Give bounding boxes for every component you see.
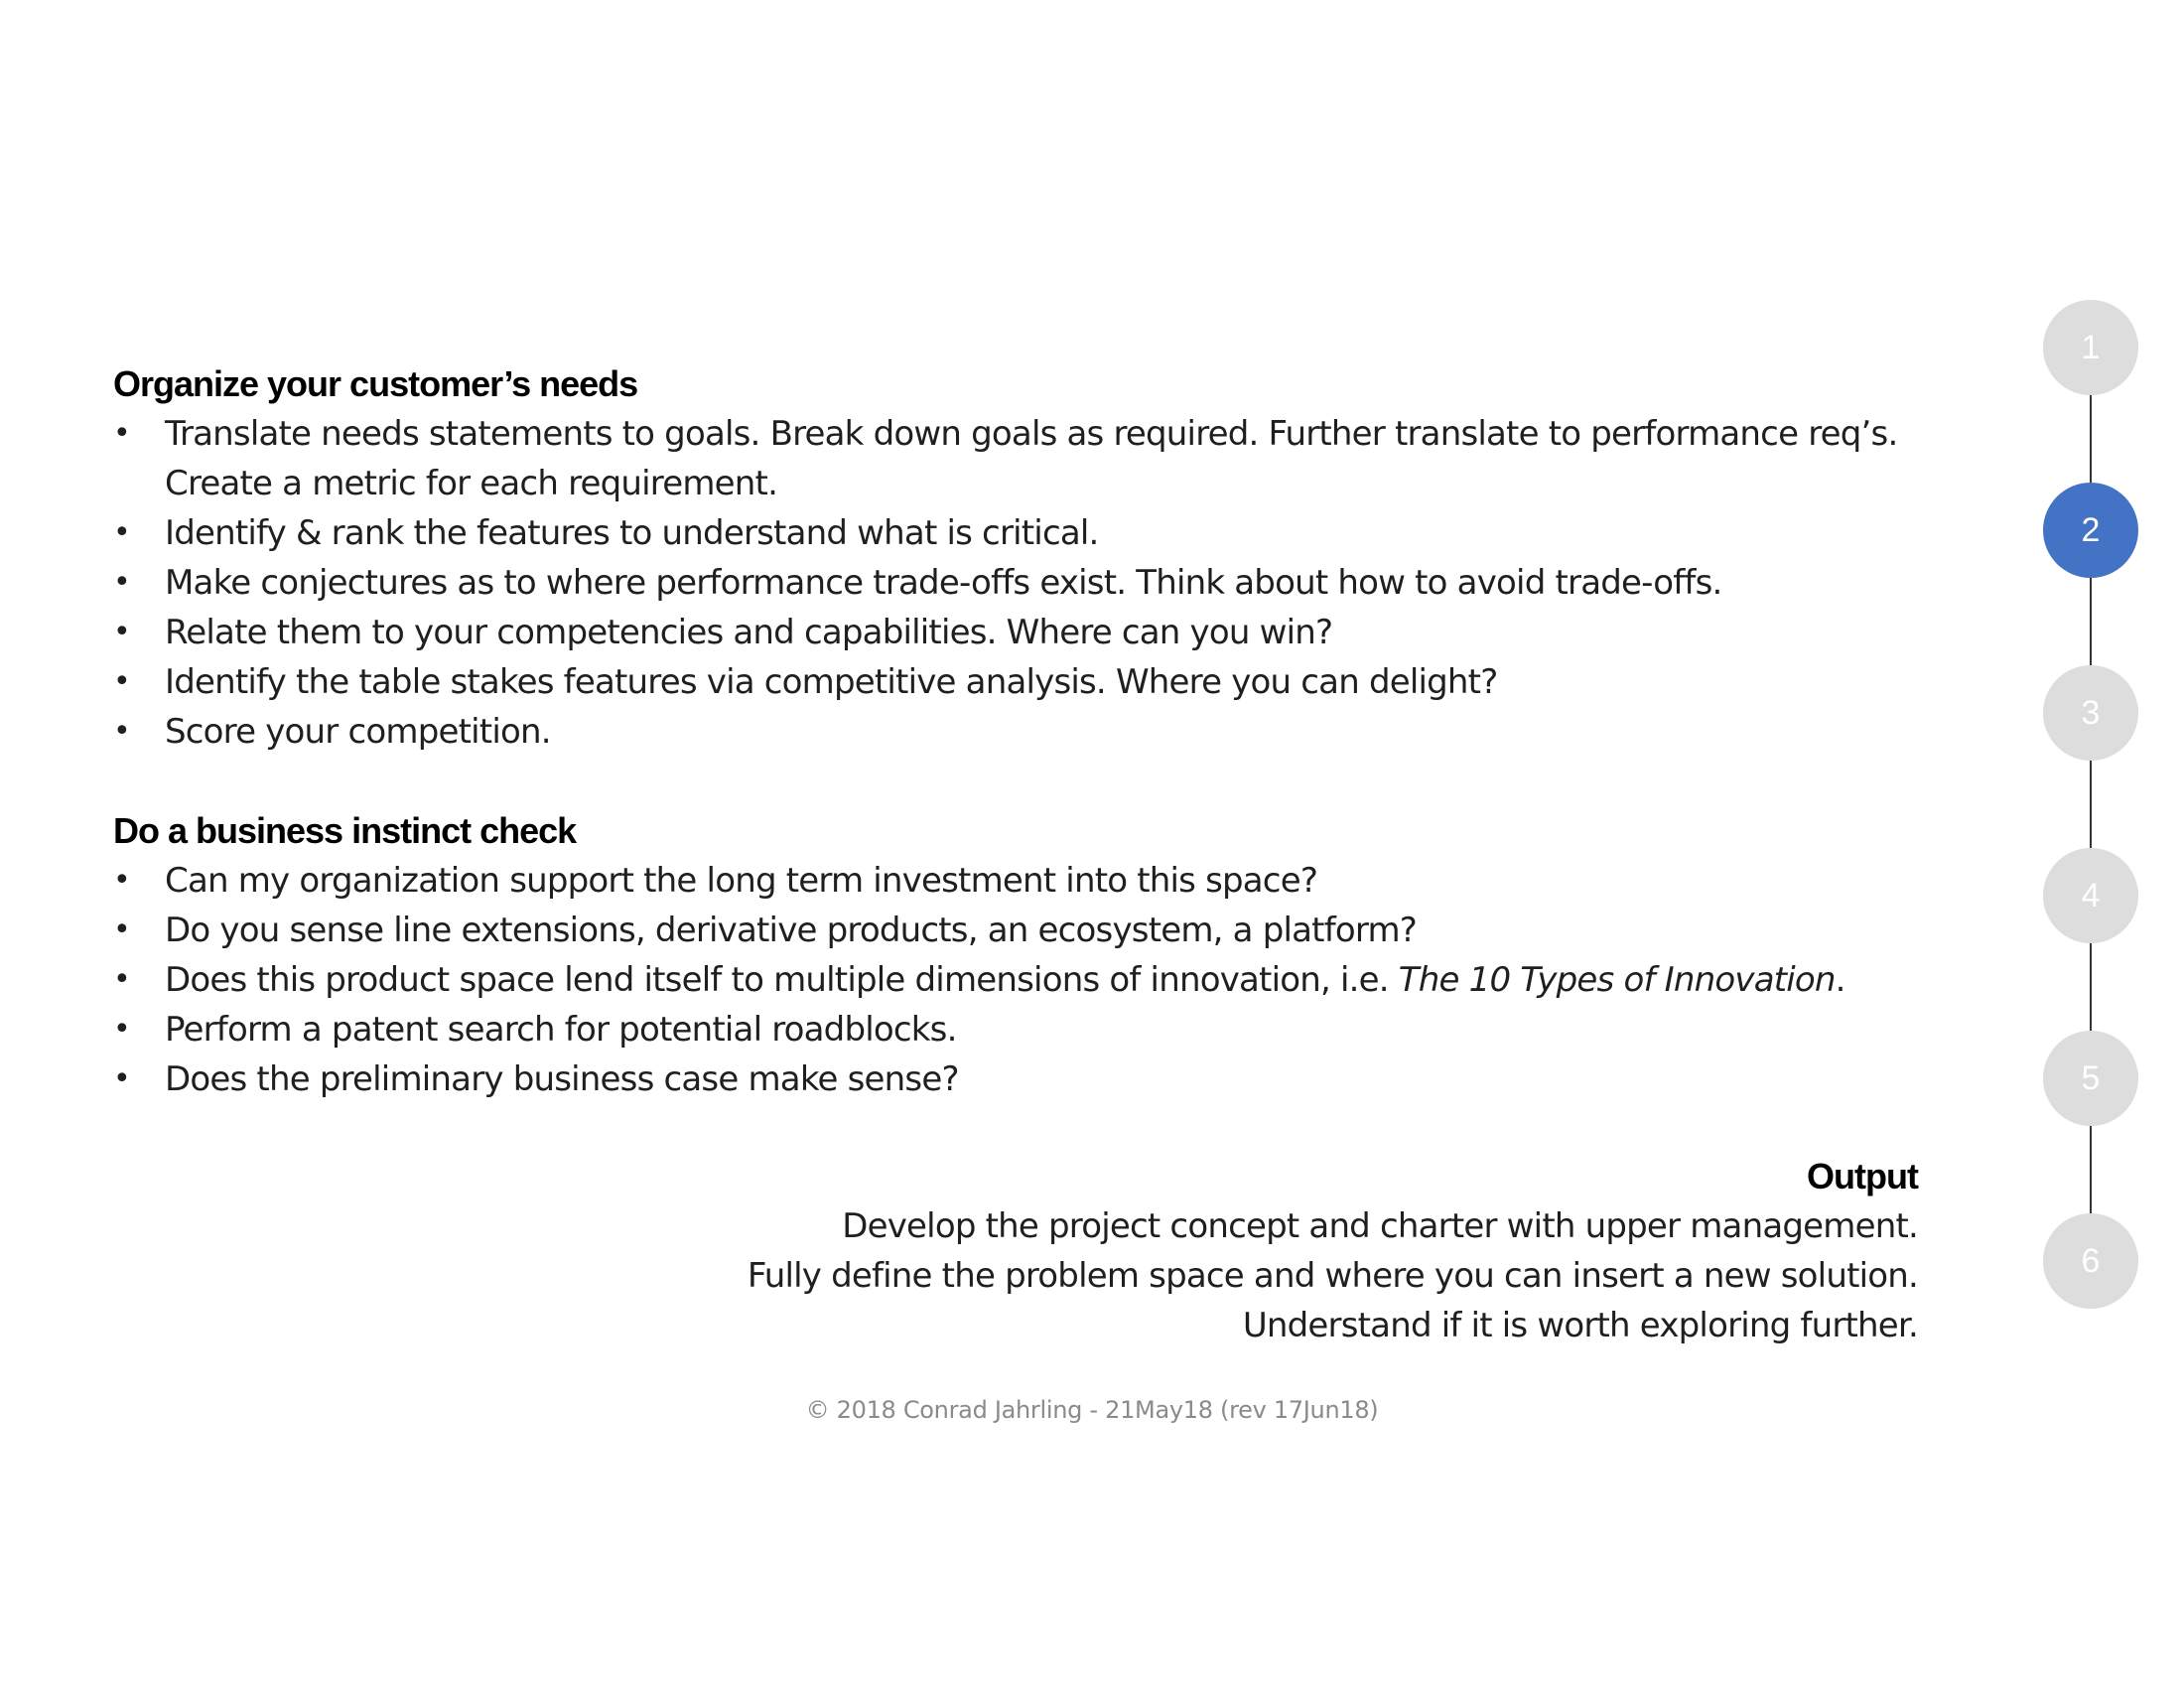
list-item: • Identify the table stakes features via competitive analysis. Where you can delight? — [113, 657, 1940, 707]
bullet-icon: • — [113, 863, 130, 898]
list-item: • Relate them to your competencies and capabilities. Where can you win? — [113, 608, 1940, 657]
output-line: Develop the project concept and charter with upper management. — [842, 1206, 1918, 1246]
business-check-list — [113, 856, 1940, 1104]
list-item: • Translate needs statements to goals. Break down goals as required. Further translate to performance req’s. Create a metric for each requirement. — [113, 409, 1940, 508]
main-content — [113, 359, 1940, 1104]
step-3[interactable]: 3 — [2043, 665, 2138, 761]
section-heading-business-check: Do a business instinct check — [113, 810, 577, 851]
list-item: • Make conjectures as to where performance trade-offs exist. Think about how to avoid trade-offs. — [113, 558, 1940, 608]
section-heading-customer-needs: Organize your customer’s needs — [113, 363, 638, 404]
bullet-icon: • — [113, 615, 130, 649]
list-item: • Does the preliminary business case make sense? — [113, 1055, 1940, 1104]
output-block — [727, 1152, 1918, 1350]
output-line: Fully define the problem space and where you can insert a new solution. — [747, 1256, 1918, 1296]
bullet-icon: • — [113, 962, 130, 997]
list-item: • Identify & rank the features to understand what is critical. — [113, 508, 1940, 558]
list-item: • Does this product space lend itself to multiple dimensions of innovation, i.e. The 10 Types of Innovation. — [113, 955, 1940, 1005]
bullet-icon: • — [113, 714, 130, 749]
book-title: The 10 Types of Innovation — [1398, 960, 1836, 1000]
bullet-icon: • — [113, 1012, 130, 1047]
list-item: • Perform a patent search for potential roadblocks. — [113, 1005, 1940, 1055]
output-heading: Output — [1807, 1156, 1918, 1196]
step-1[interactable]: 1 — [2043, 300, 2138, 395]
list-item: • Score your competition. — [113, 707, 1940, 757]
bullet-icon: • — [113, 664, 130, 699]
list-item: • Can my organization support the long term investment into this space? — [113, 856, 1940, 906]
progress-stepper — [2043, 300, 2138, 1311]
bullet-icon: • — [113, 515, 130, 550]
bullet-icon: • — [113, 416, 130, 451]
section-spacer — [113, 757, 1940, 806]
step-2[interactable]: 2 — [2043, 483, 2138, 578]
customer-needs-list — [113, 409, 1940, 757]
bullet-icon: • — [113, 1061, 130, 1096]
bullet-icon: • — [113, 913, 130, 947]
copyright-footer: © 2018 Conrad Jahrling - 21May18 (rev 17Jun18) — [805, 1396, 1379, 1424]
bullet-icon: • — [113, 565, 130, 600]
step-6[interactable]: 6 — [2043, 1213, 2138, 1309]
output-line: Understand if it is worth exploring further. — [1242, 1306, 1918, 1345]
step-4[interactable]: 4 — [2043, 848, 2138, 943]
step-5[interactable]: 5 — [2043, 1031, 2138, 1126]
list-item: • Do you sense line extensions, derivative products, an ecosystem, a platform? — [113, 906, 1940, 955]
